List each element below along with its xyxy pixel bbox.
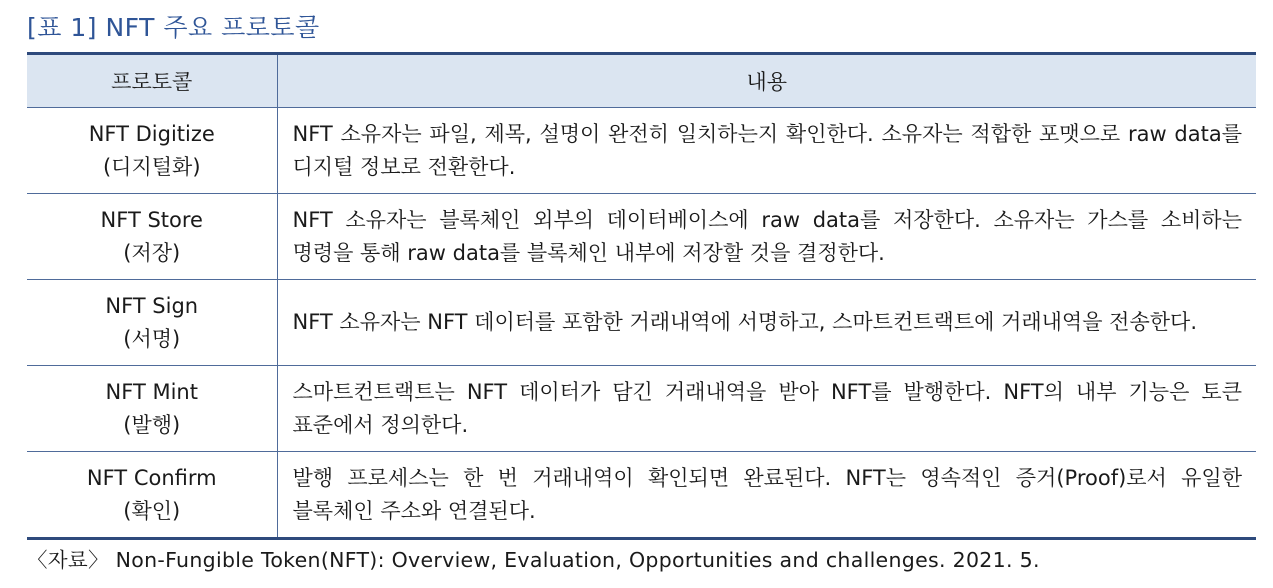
protocol-name: NFT Sign bbox=[105, 293, 199, 318]
table-caption: [표 1] NFT 주요 프로토콜 bbox=[27, 13, 320, 42]
table-row bbox=[27, 194, 1256, 280]
protocol-name: NFT Digitize bbox=[88, 121, 215, 146]
header-protocol: 프로토콜 bbox=[27, 54, 277, 108]
table-header-row bbox=[27, 54, 1256, 108]
protocol-name: NFT Confirm bbox=[86, 465, 217, 490]
protocol-cell bbox=[27, 280, 277, 366]
protocol-name-ko: (디지털화) bbox=[102, 154, 201, 179]
protocol-name-ko: (서명) bbox=[123, 326, 181, 351]
protocol-description: 스마트컨트랙트는 NFT 데이터가 담긴 거래내역을 받아 NFT를 발행한다. NFT의 내부 기능은 토큰 표준에서 정의한다. bbox=[277, 366, 1256, 452]
protocol-description: NFT 소유자는 블록체인 외부의 데이터베이스에 raw data를 저장한다. 소유자는 가스를 소비하는 명령을 통해 raw data를 블록체인 내부에 저장할 것을 결정한다. bbox=[277, 194, 1256, 280]
protocol-name-ko: (발행) bbox=[123, 412, 181, 437]
protocol-name-ko: (저장) bbox=[123, 240, 181, 265]
protocol-description: NFT 소유자는 NFT 데이터를 포함한 거래내역에 서명하고, 스마트컨트랙트에 거래내역을 전송한다. bbox=[277, 280, 1256, 366]
protocol-cell bbox=[27, 108, 277, 194]
protocol-table-container bbox=[27, 52, 1256, 540]
table-row bbox=[27, 280, 1256, 366]
protocol-cell bbox=[27, 452, 277, 539]
protocol-description: NFT 소유자는 파일, 제목, 설명이 완전히 일치하는지 확인한다. 소유자는 적합한 포맷으로 raw data를 디지털 정보로 전환한다. bbox=[277, 108, 1256, 194]
protocol-table bbox=[27, 52, 1256, 540]
protocol-cell bbox=[27, 366, 277, 452]
table-row bbox=[27, 366, 1256, 452]
source-note: 〈자료〉 Non-Fungible Token(NFT): Overview, Evaluation, Opportunities and challenges. 2021. 5. bbox=[27, 548, 1040, 572]
protocol-cell bbox=[27, 194, 277, 280]
table-row bbox=[27, 452, 1256, 539]
header-content: 내용 bbox=[277, 54, 1256, 108]
protocol-name: NFT Mint bbox=[105, 379, 198, 404]
table-row bbox=[27, 108, 1256, 194]
protocol-name-ko: (확인) bbox=[123, 498, 181, 523]
protocol-name: NFT Store bbox=[100, 207, 203, 232]
protocol-description: 발행 프로세스는 한 번 거래내역이 확인되면 완료된다. NFT는 영속적인 증거(Proof)로서 유일한 블록체인 주소와 연결된다. bbox=[292, 465, 1242, 523]
